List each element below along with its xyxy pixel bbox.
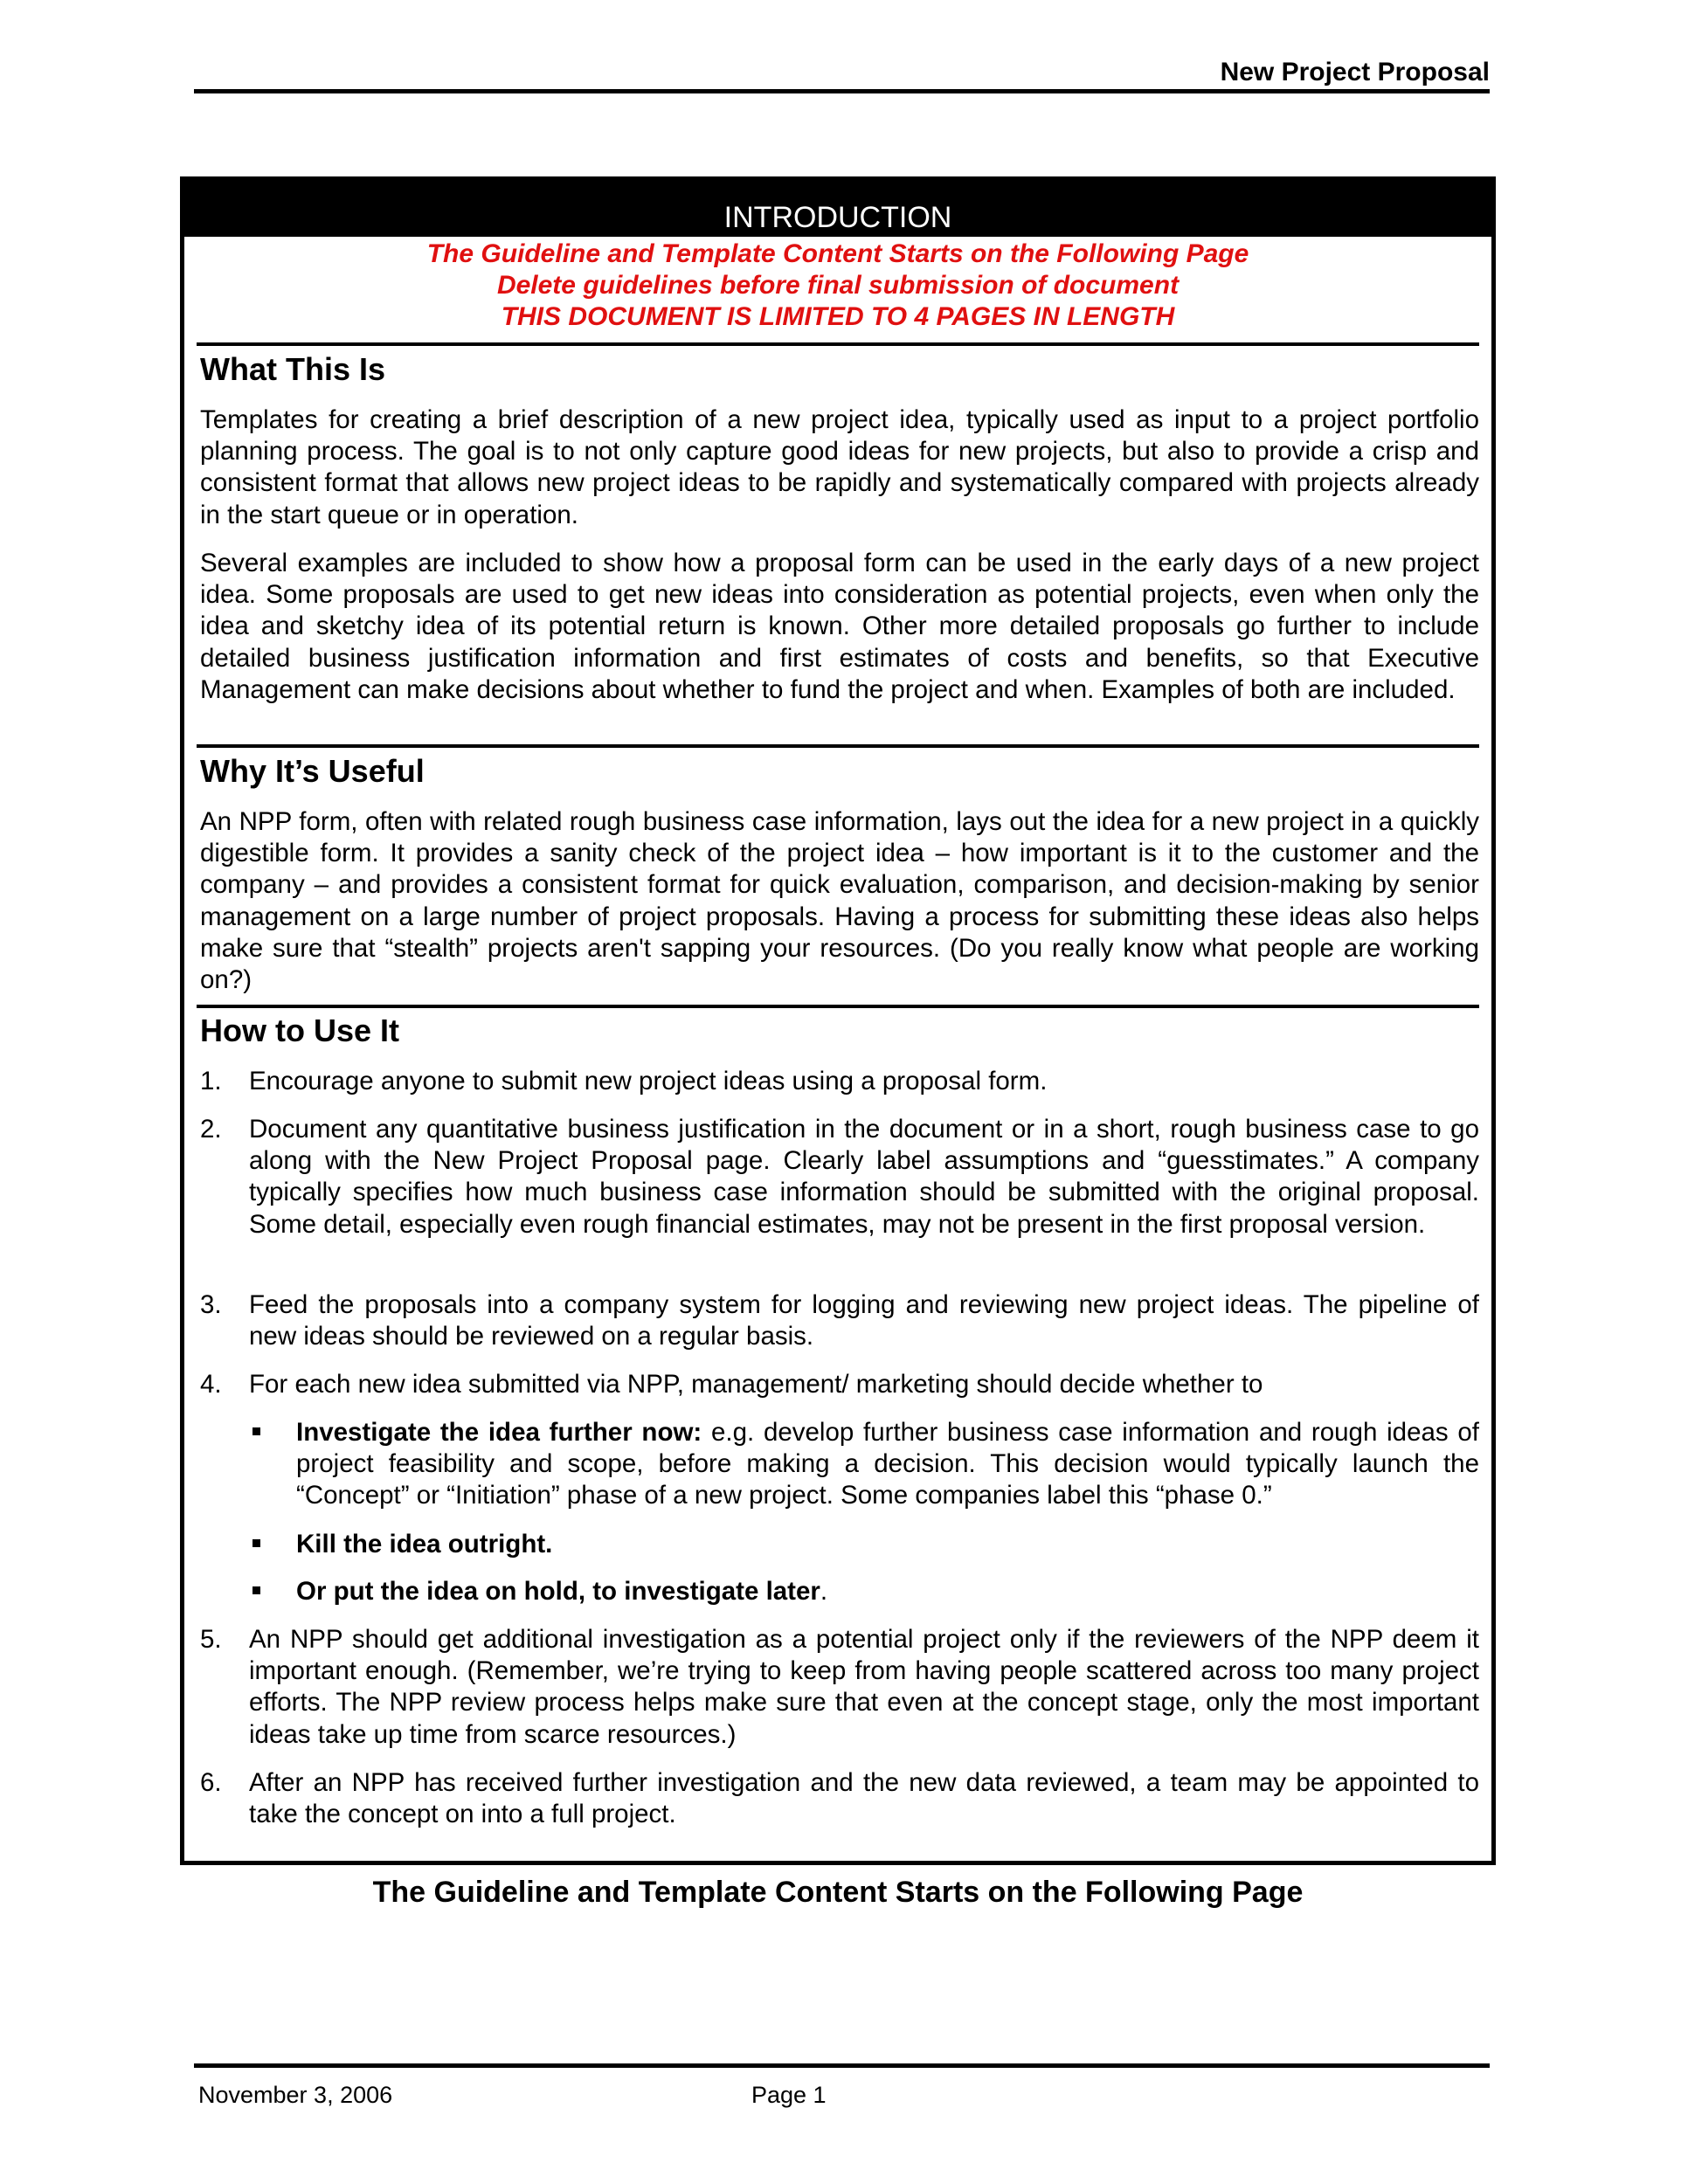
list-text: For each new idea submitted via NPP, management/ marketing should decide whether to — [249, 1370, 1263, 1399]
bullet-text: Investigate the idea further now: e.g. develop further business case information and rough ideas of project feasibility and scope, before making a decision. This decision would typically launch the “Concept” or “Initiation” phase of a new project. Some companies label this “phase 0.” — [296, 1418, 1479, 1510]
section-title-why-its-useful: Why It’s Useful — [200, 753, 425, 789]
notice-page-limit: THIS DOCUMENT IS LIMITED TO 4 PAGES IN LENGTH — [501, 302, 1175, 331]
notice-following-page: The Guideline and Template Content Starts on the Following Page — [426, 239, 1249, 268]
page-header — [194, 54, 1490, 93]
section-divider — [197, 744, 1479, 748]
bottom-note: The Guideline and Template Content Starts on the Following Page — [372, 1876, 1304, 1909]
list-text: Document any quantitative business justification in the document or in a short, rough business case to go along with the New Project Proposal page. Clearly label assumptions and “guesstimates.” A company typically specifies how much business case information should be submitted with the original proposal. Some detail, especially even rough financial estimates, may not be present in the first proposal version. — [249, 1115, 1479, 1239]
section-divider — [197, 342, 1479, 346]
list-number: 1. — [200, 1067, 222, 1095]
section-title-how-to-use-it: How to Use It — [200, 1013, 400, 1048]
list-number: 5. — [200, 1625, 222, 1654]
list-number: 3. — [200, 1290, 222, 1319]
bullet-marker — [253, 1539, 260, 1547]
bullet-marker — [253, 1586, 260, 1594]
why-its-useful-paragraph: An NPP form, often with related rough business case information, lays out the idea for a new project in a quickly digestible form. It provides a sanity check of the project idea – how important is it to the customer and the company – and provides a consistent format for quick evaluation, comparison, and decision-making by senior management on a large number of project proposals. Having a process for submitting these ideas also helps make sure that “stealth” projects aren't sapping your resources. (Do you really know what people are working on?) — [200, 807, 1479, 995]
bullet-marker — [253, 1427, 260, 1435]
list-text: Encourage anyone to submit new project ideas using a proposal form. — [249, 1067, 1048, 1095]
section-title-what-this-is: What This Is — [200, 351, 386, 387]
list-text: An NPP should get additional investigation as a potential project only if the reviewers of the NPP deem it important enough. (Remember, we’re trying to keep from having people scattered across too many project efforts. The NPP review process helps make sure that even at the concept stage, only the most important ideas take up time from scarce resources.) — [249, 1625, 1479, 1749]
page-footer — [194, 2063, 1490, 2108]
list-text: Feed the proposals into a company system for logging and reviewing new project ideas. The pipeline of new ideas should be reviewed on a regular basis. — [249, 1290, 1479, 1351]
list-number: 6. — [200, 1768, 222, 1797]
bullet-text: Or put the idea on hold, to investigate later. — [296, 1577, 828, 1606]
footer-page-number: Page 1 — [751, 2082, 827, 2108]
list-text: After an NPP has received further investigation and the new data reviewed, a team may be appointed to take the concept on into a full project. — [249, 1768, 1479, 1829]
what-this-is-paragraph-2: Several examples are included to show how a proposal form can be used in the early days of a new project idea. Some proposals are used to get new ideas into consideration as potential projects, even when only the idea and sketchy idea of its potential return is known. Other more detailed proposals go further to include detailed business justification information and first estimates of costs and benefits, so that Executive Management can make decisions about whether to fund the project and when. Examples of both are included. — [200, 549, 1479, 704]
list-number: 2. — [200, 1115, 222, 1144]
what-this-is-paragraph-1: Templates for creating a brief description of a new project idea, typically used as input to a project portfolio planning process. The goal is to not only capture good ideas for new projects, but also to provide a crisp and consistent format that allows new project ideas to be rapidly and systematically compared with projects already in the start queue or in operation. — [200, 405, 1479, 529]
section-divider — [197, 1005, 1479, 1008]
document-title: New Project Proposal — [1220, 58, 1490, 86]
introduction-box — [180, 176, 1496, 1865]
bullet-text: Kill the idea outright. — [296, 1530, 553, 1559]
notice-delete-guidelines: Delete guidelines before final submission of document — [496, 271, 1180, 300]
list-number: 4. — [200, 1370, 222, 1399]
footer-date: November 3, 2006 — [198, 2082, 393, 2108]
introduction-heading: INTRODUCTION — [723, 201, 952, 234]
